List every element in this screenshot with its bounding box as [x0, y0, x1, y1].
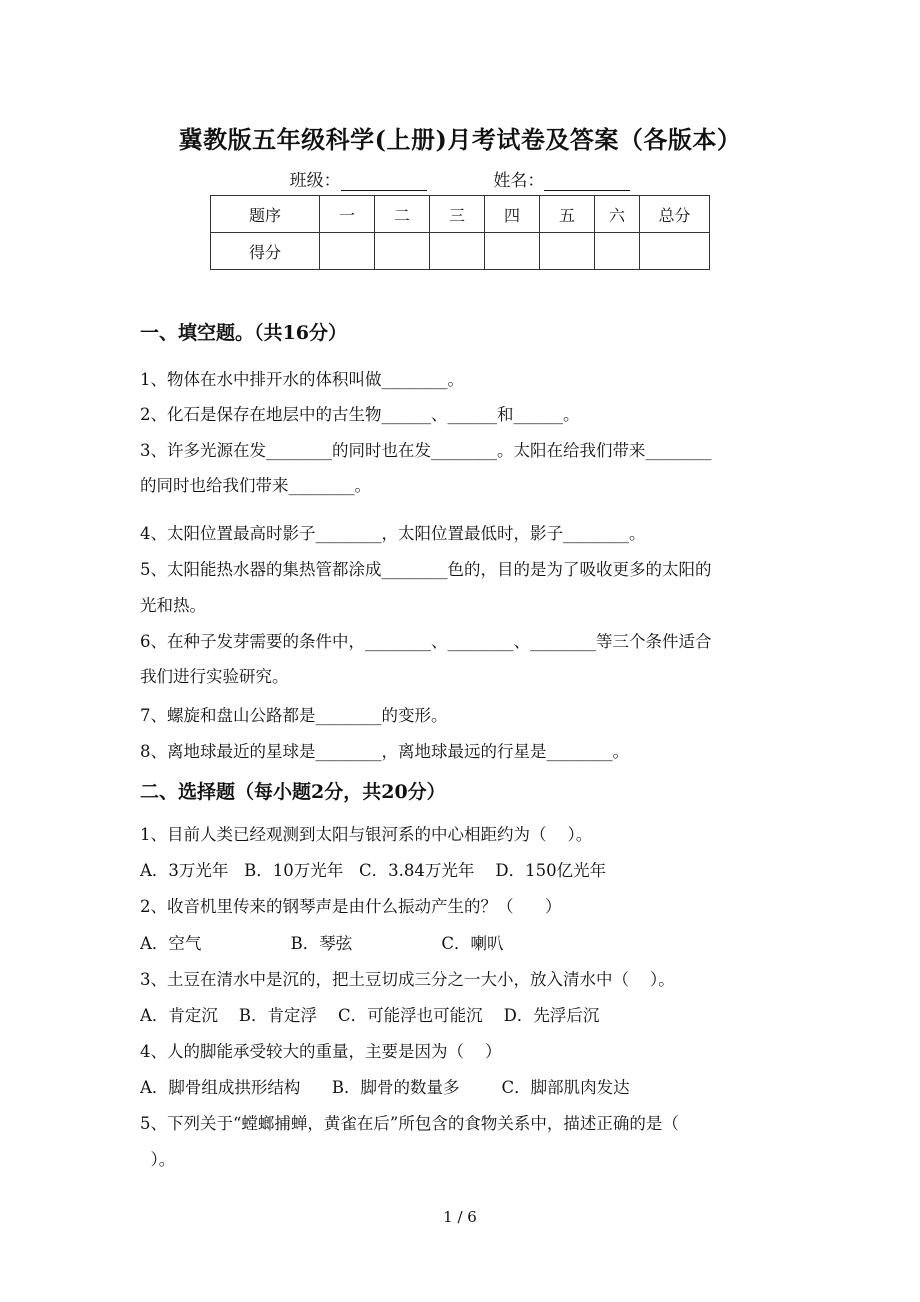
name-label: 姓名：: [493, 171, 545, 191]
option-line: A．脚骨组成拱形结构 B．脚骨的数量多 C．脚部肌肉发达: [140, 1078, 630, 1097]
question-line: 2、收音机里传来的钢琴声是由什么振动产生的？（ ）: [140, 897, 562, 916]
score-table: [210, 195, 710, 270]
option-line: A．3万光年 B．10万光年 C．3.84万光年 D．150亿光年: [140, 861, 607, 880]
option-line: A．肯定沉 B．肯定浮 C．可能浮也可能沉 D．先浮后沉: [140, 1006, 600, 1025]
question-line: 的同时也给我们带来________。: [140, 476, 371, 495]
student-info: [0, 166, 920, 191]
score-table-score-row: [211, 233, 710, 270]
question-line: 3、许多光源在发________的同时也在发________。太阳在给我们带来________: [140, 441, 712, 460]
class-label: 班级：: [289, 171, 341, 191]
section-2-heading: 二、选择题（每小题2分，共20分）: [140, 781, 446, 803]
question-line: 4、太阳位置最高时影子________，太阳位置最低时，影子________。: [140, 524, 646, 543]
table-cell: 得分: [211, 233, 320, 270]
table-cell: 二: [375, 196, 430, 233]
question-line: 7、螺旋和盘山公路都是________的变形。: [140, 706, 448, 725]
question-line: 5、下列关于“螳螂捕蝉，黄雀在后”所包含的食物关系中，描述正确的是（: [140, 1114, 679, 1133]
question-line: 6、在种子发芽需要的条件中，________、________、________等三个条件适合: [140, 632, 712, 651]
option-line: A．空气 B．琴弦 C．喇叭: [140, 934, 504, 953]
score-entry-cell: [640, 233, 710, 270]
table-cell: 总分: [640, 196, 710, 233]
score-entry-cell: [595, 233, 640, 270]
score-entry-cell: [320, 233, 375, 270]
table-cell: 三: [430, 196, 485, 233]
question-line: 4、人的脚能承受较大的重量，主要是因为（ ）: [140, 1042, 502, 1061]
table-cell: 五: [540, 196, 595, 233]
score-entry-cell: [540, 233, 595, 270]
score-entry-cell: [430, 233, 485, 270]
table-cell: 一: [320, 196, 375, 233]
score-entry-cell: [485, 233, 540, 270]
question-line: 光和热。: [140, 596, 206, 615]
document-title: 冀教版五年级科学(上册)月考试卷及答案（各版本）: [178, 125, 742, 154]
name-blank: [544, 172, 630, 191]
question-line: 3、土豆在清水中是沉的，把土豆切成三分之一大小，放入清水中（ ）。: [140, 970, 675, 989]
score-entry-cell: [375, 233, 430, 270]
table-cell: 六: [595, 196, 640, 233]
question-line: ）。: [140, 1150, 176, 1169]
class-blank: [341, 172, 427, 191]
question-line: 我们进行实验研究。: [140, 667, 289, 686]
score-table-header-row: [211, 196, 710, 233]
table-cell: 题序: [211, 196, 320, 233]
question-line: 8、离地球最近的星球是________，离地球最远的行星是________。: [140, 742, 629, 761]
question-line: 5、太阳能热水器的集热管都涂成________色的，目的是为了吸收更多的太阳的: [140, 560, 712, 579]
question-line: 1、物体在水中排开水的体积叫做________。: [140, 370, 464, 389]
page-number: 1 / 6: [443, 1208, 477, 1226]
question-line: 1、目前人类已经观测到太阳与银河系的中心相距约为（ ）。: [140, 825, 593, 844]
section-1-heading: 一、填空题。（共16分）: [140, 322, 347, 344]
table-cell: 四: [485, 196, 540, 233]
question-line: 2、化石是保存在地层中的古生物______、______和______。: [140, 405, 580, 424]
